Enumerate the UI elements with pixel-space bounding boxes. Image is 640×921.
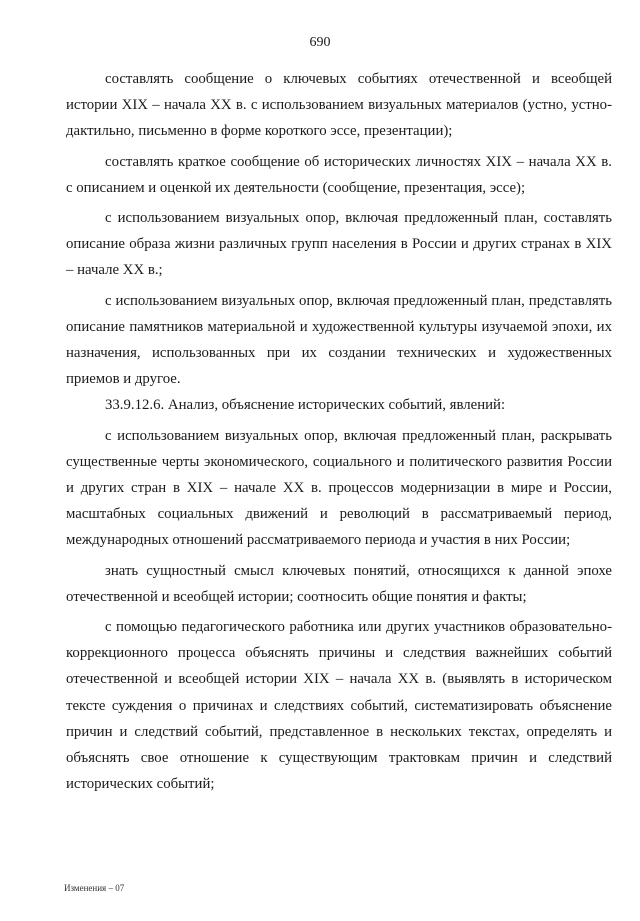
paragraph: составлять краткое сообщение об исторических личностях XIX – начала XX в. с описанием и оценкой их деятельности (сообщение, презентация, эссе); (66, 153, 612, 196)
document-body (66, 66, 612, 797)
paragraph: с использованием визуальных опор, включая предложенный план, составлять описание образа жизни различных групп населения в России и других странах в XIX – начале XX в.; (66, 210, 612, 279)
footer-revision-note: Изменения – 07 (64, 883, 125, 893)
paragraph: составлять сообщение о ключевых событиях отечественной и всеобщей истории XIX – начала XX в. с использованием визуальных материалов (устно, устно-дактильно, письменно в форме короткого эссе, презентации); (66, 71, 612, 140)
paragraph: с использованием визуальных опор, включая предложенный план, представлять описание памятников материальной и художественной культуры изучаемой эпохи, их назначения, использованных при их создании технических и художественных приемов и другое. (66, 292, 612, 388)
page-number: 690 (309, 35, 331, 50)
paragraph: с помощью педагогического работника или других участников образовательно-коррекционного процесса объяснять причины и следствия важнейших событий отечественной и всеобщей истории XIX – начала XX в. (выявлять в историческом тексте суждения о причинах и следствиях событий, систематизировать объяснение причин и следствий событий, представленное в нескольких текстах, определять и объяснять свое отношение к существующим трактовкам причин и следствий исторических событий; (66, 619, 612, 793)
paragraph: знать сущностный смысл ключевых понятий, относящихся к данной эпохе отечественной и всеобщей истории; соотносить общие понятия и факты; (66, 562, 612, 605)
paragraph: с использованием визуальных опор, включая предложенный план, раскрывать существенные черты экономического, социального и политического развития России и других стран в XIX – начале XX в. процессов модернизации в мире и России, масштабных социальных движений и революций в рассматриваемый период, международных отношений рассматриваемого периода и участия в них России; (66, 427, 612, 549)
section-heading: 33.9.12.6. Анализ, объяснение исторических событий, явлений: (105, 397, 506, 414)
